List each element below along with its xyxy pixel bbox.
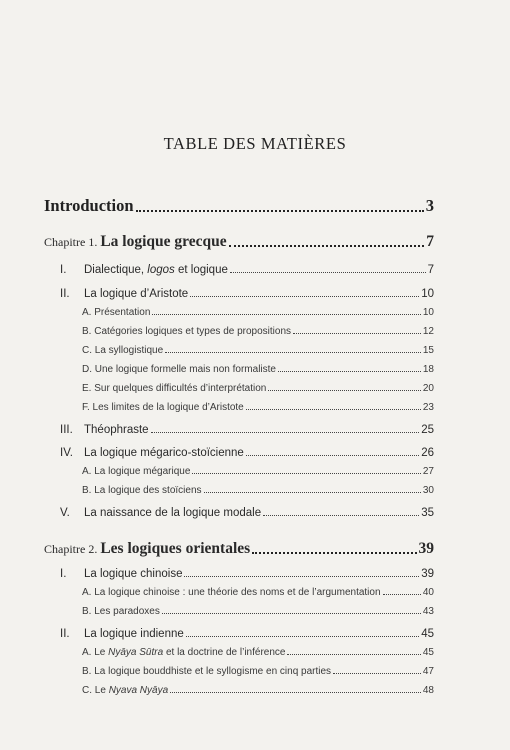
entry-label: A. Présentation [82,307,151,318]
dot-leader [263,514,419,516]
entry-page: 23 [422,402,434,413]
dot-leader [165,351,421,353]
dot-leader [186,635,419,637]
entry-page: 7 [426,233,434,250]
toc-entry-subsection[interactable] [44,326,434,337]
toc-entry-subsection[interactable] [44,685,434,696]
dot-leader [204,491,421,493]
section-number: IV. [60,447,74,459]
dot-leader [246,408,421,410]
entry-page: 7 [427,264,434,276]
dot-leader [246,454,419,456]
dot-leader [287,653,420,655]
entry-label: La logique chinoise [84,568,183,580]
toc-entry-subsection[interactable] [44,606,434,617]
dot-leader [192,472,420,474]
dot-leader [333,672,421,674]
chapter-prefix: Chapitre 2. [44,542,98,556]
dot-leader [230,271,426,273]
dot-leader [252,551,416,554]
dot-leader [151,431,420,433]
entry-label: B. Catégories logiques et types de propositions [82,326,292,337]
toc-entry-subsection[interactable] [44,345,434,356]
entry-label: B. La logique bouddhiste et le syllogisme en cinq parties [82,666,332,677]
entry-label: A. La logique chinoise : une théorie des noms et de l’argumentation [82,587,381,598]
dot-leader [268,389,421,391]
entry-page: 39 [418,540,434,557]
dot-leader [136,209,424,212]
toc-entry-section[interactable] [44,424,434,436]
section-number: III. [60,424,73,436]
page-title: TABLE DES MATIÈRES [163,134,347,153]
toc-entry-section[interactable] [44,507,434,519]
toc-entry-subsection[interactable] [44,466,434,477]
dot-leader [383,593,421,595]
dot-leader [152,313,421,315]
toc-entry-subsection[interactable] [44,485,434,496]
dot-leader [293,332,421,334]
entry-label-italic: Nyava Nyāya [108,685,169,696]
chapter-name: Les logiques orientales [100,540,251,557]
toc-entry-subsection[interactable] [44,383,434,394]
entry-label: Théophraste [84,424,149,436]
toc-entry-subsection[interactable] [44,402,434,413]
entry-page: 27 [422,466,434,477]
entry-label-italic: logos [147,264,175,276]
entry-label: La naissance de la logique modale [84,507,262,519]
entry-page: 12 [422,326,434,337]
entry-label: La logique mégarico-stoïcienne [84,447,244,459]
toc-entry-section[interactable] [44,264,434,276]
entry-page: 10 [422,307,434,318]
entry-label: C. Le [82,685,109,696]
entry-page: 39 [421,568,434,580]
entry-label-italic: Nyāya Sūtra [108,647,164,658]
dot-leader [278,370,421,372]
toc-entry-subsection[interactable] [44,307,434,318]
dot-leader [170,691,421,693]
entry-page: 48 [422,685,434,696]
toc-entry-introduction[interactable] [44,196,434,216]
section-number: II. [60,288,70,300]
entry-label: Dialectique, [84,264,148,276]
section-number: I. [60,264,67,276]
entry-page: 40 [422,587,434,598]
entry-label: C. La syllogistique [82,345,164,356]
entry-page: 47 [422,666,434,677]
chapter-prefix: Chapitre 1. [44,235,98,249]
toc-entry-section[interactable] [44,628,434,640]
toc-entry-chapter-1[interactable] [44,233,434,251]
dot-leader [190,295,419,297]
entry-label: E. Sur quelques difficultés d’interprétation [82,383,267,394]
toc-entry-section[interactable] [44,568,434,580]
section-number: II. [60,628,70,640]
chapter-name: La logique grecque [100,233,227,250]
entry-label: F. Les limites de la logique d’Aristote [82,402,244,413]
entry-page: 15 [422,345,434,356]
entry-label: A. Le [82,647,109,658]
toc-entry-subsection[interactable] [44,364,434,375]
entry-label: La logique d’Aristote [84,288,189,300]
dot-leader [184,575,419,577]
entry-page: 18 [422,364,434,375]
entry-page: 45 [421,628,434,640]
toc-entry-section[interactable] [44,288,434,300]
toc-entry-subsection[interactable] [44,587,434,598]
entry-page: 25 [421,424,434,436]
entry-label: A. La logique mégarique [82,466,191,477]
entry-page: 35 [421,507,434,519]
entry-page: 30 [422,485,434,496]
entry-page: 3 [425,196,434,215]
section-number: I. [60,568,67,580]
entry-label: B. Les paradoxes [82,606,160,617]
entry-page: 45 [422,647,434,658]
toc-entry-section[interactable] [44,447,434,459]
toc-entry-chapter-2[interactable] [44,540,434,558]
entry-label: La logique indienne [84,628,184,640]
entry-page: 10 [421,288,434,300]
entry-label: B. La logique des stoïciens [82,485,202,496]
entry-label: et la doctrine de l’inférence [163,647,286,658]
entry-label: D. Une logique formelle mais non formaliste [82,364,276,375]
dot-leader [162,612,421,614]
dot-leader [229,244,425,247]
section-number: V. [60,507,70,519]
entry-label: et logique [174,264,228,276]
entry-page: 26 [421,447,434,459]
entry-page: 43 [422,606,434,617]
toc-entry-subsection[interactable] [44,666,434,677]
entry-label: Introduction [44,196,134,215]
toc-entry-subsection[interactable] [44,647,434,658]
entry-page: 20 [422,383,434,394]
